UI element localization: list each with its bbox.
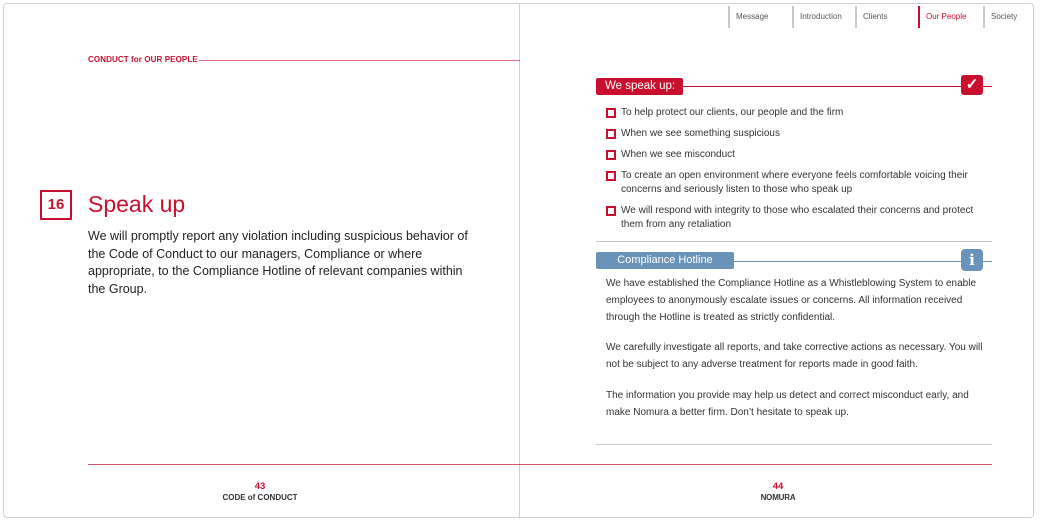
hotline-heading: Compliance Hotline [596,252,734,269]
checkbox-icon [606,171,616,181]
section-label-strong: OUR PEOPLE [144,55,198,64]
footer-rule-left [88,464,520,465]
list-item [606,148,986,162]
footer-label: CODE of CONDUCT [222,493,298,502]
hotline-paragraph-2: We carefully investigate all reports, and take corrective actions as necessary. You will not be subject to any adverse treatment for reports made in good faith. [606,342,983,370]
bottom-divider [596,444,992,445]
intro-paragraph: We will promptly report any violation including suspicious behavior of the Code of Conduct to our managers, Compliance or where appropriate, to the Compliance Hotline of relevant companies within the Group. [88,229,468,296]
page-title: Speak up [88,191,186,217]
section-rule [199,60,520,61]
list-item-text: When we see misconduct [621,149,735,160]
list-item-text: When we see something suspicious [621,128,780,139]
list-item [606,106,986,120]
section-label-prefix: CONDUCT for [88,55,145,64]
speak-list [606,106,986,239]
page-number-left: 43 [254,481,266,492]
section-divider [596,241,992,242]
list-item [606,204,986,232]
hotline-paragraph-3: The information you provide may help us detect and correct misconduct early, and make Nomura a better firm. Don’t hesitate to speak up. [606,390,969,418]
section-number: 16 [40,190,72,220]
brand-logo: NOMURA [760,493,796,502]
checkbox-icon [606,150,616,160]
list-item-text: We will respond with integrity to those who escalated their concerns and protect them from any retaliation [621,205,974,230]
list-item [606,127,986,141]
tab-our-people[interactable]: Our People [918,6,980,28]
hotline-paragraph-1: We have established the Compliance Hotline as a Whistleblowing System to enable employees to anonymously escalate issues or concerns. All information received through the Hotline is treated as strictly confidential. [606,278,977,323]
checkbox-icon [606,129,616,139]
footer-rule-right [520,464,992,465]
tab-society[interactable]: Society [983,6,1031,28]
list-item-text: To help protect our clients, our people and the firm [621,107,844,118]
checkbox-icon [606,108,616,118]
info-icon: i [961,249,983,271]
list-item-text: To create an open environment where everyone feels comfortable voicing their concerns and seriously listen to those who speak up [621,170,968,195]
tab-clients[interactable]: Clients [855,6,913,28]
tab-message[interactable]: Message [728,6,788,28]
tab-introduction[interactable]: Introduction [792,6,852,28]
check-icon: ✓ [961,75,983,95]
section-label [88,55,198,64]
list-item [606,169,986,197]
speak-heading: We speak up: [596,78,683,95]
page-number-right: 44 [772,481,784,492]
book-spine [519,4,520,518]
checkbox-icon [606,206,616,216]
